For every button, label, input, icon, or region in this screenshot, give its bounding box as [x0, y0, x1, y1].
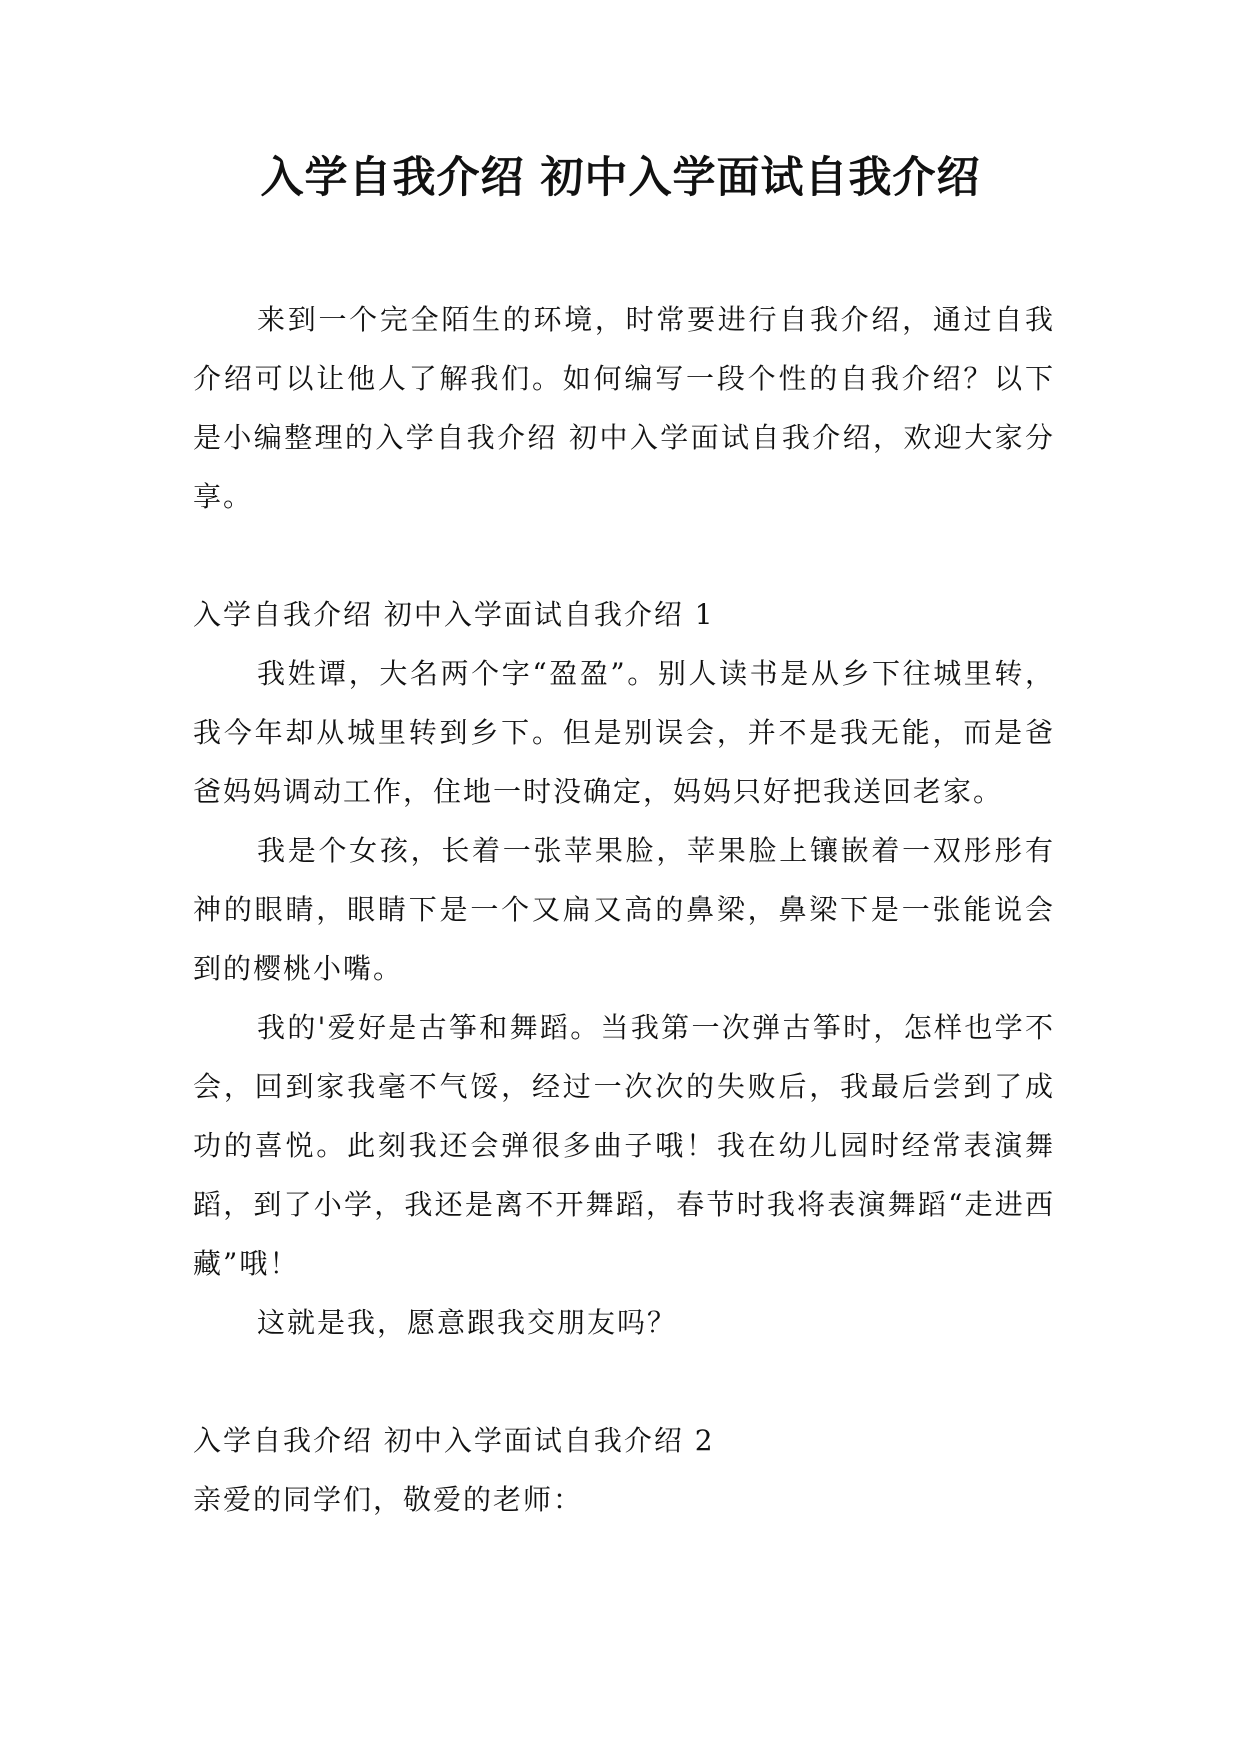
section-1-heading: 入学自我介绍 初中入学面试自我介绍 1 — [193, 598, 715, 631]
section-2-heading: 入学自我介绍 初中入学面试自我介绍 2 — [193, 1424, 715, 1457]
paragraph-spacer — [193, 1352, 1055, 1411]
section-1-paragraph-2: 我是个女孩，长着一张苹果脸，苹果脸上镶嵌着一双彤彤有神的眼睛，眼睛下是一个又扁又高的鼻梁，鼻梁下是一张能说会到的樱桃小嘴。 — [193, 834, 1055, 985]
paragraph-spacer — [193, 526, 1055, 585]
section-2-salutation: 亲爱的同学们，敬爱的老师： — [193, 1483, 584, 1516]
intro-paragraph: 来到一个完全陌生的环境，时常要进行自我介绍，通过自我介绍可以让他人了解我们。如何编写一段个性的自我介绍？以下是小编整理的入学自我介绍 初中入学面试自我介绍，欢迎大家分享。 — [193, 303, 1055, 513]
section-1-paragraph-1: 我姓谭，大名两个字“盈盈”。别人读书是从乡下往城里转，我今年却从城里转到乡下。但是别误会，并不是我无能，而是爸爸妈妈调动工作，住地一时没确定，妈妈只好把我送回老家。 — [193, 657, 1055, 808]
document-body — [193, 290, 1055, 1529]
section-1-paragraph-4: 这就是我，愿意跟我交朋友吗？ — [257, 1306, 678, 1339]
section-1-paragraph-3: 我的'爱好是古筝和舞蹈。当我第一次弹古筝时，怎样也学不会，回到家我毫不气馁，经过一次次的失败后，我最后尝到了成功的喜悦。此刻我还会弹很多曲子哦！我在幼儿园时经常表演舞蹈，到了小学，我还是离不开舞蹈，春节时我将表演舞蹈“走进西藏”哦！ — [193, 1011, 1055, 1280]
document-title: 入学自我介绍 初中入学面试自我介绍 — [260, 153, 981, 203]
